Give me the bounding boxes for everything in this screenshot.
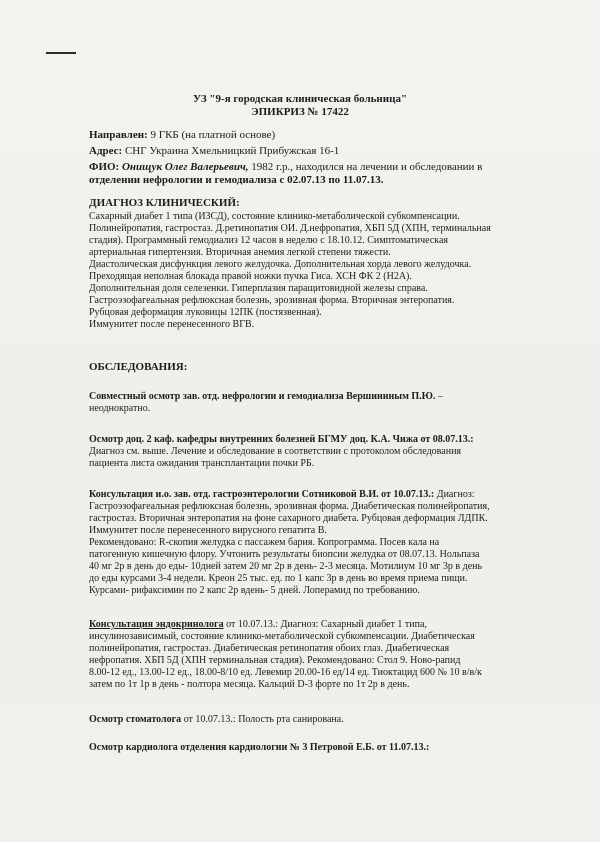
gastro-consult-title: Консультация и.о. зав. отд. гастроэнтерологии Сотниковой В.И. от 10.07.13.: (89, 489, 435, 500)
exams-heading-block (89, 361, 569, 373)
sent-value: 9 ГКБ (на платной основе) (150, 129, 276, 141)
institution-name: УЗ "9-я городская клиническая больница" (192, 93, 408, 105)
diagnosis-line: Полинейропатия, гастростаз. Д.ретинопатия ОИ. Д.нефропатия, ХБП 5Д (ХПН, терминальная (89, 223, 491, 234)
dentist-exam-title: Осмотр стоматолога (89, 714, 182, 725)
cardio-exam-title: Осмотр кардиолога отделения кардиологии № 3 Петровой Е.Б. от 11.07.13.: (89, 742, 430, 753)
diagnosis-heading: ДИАГНОЗ КЛИНИЧЕСКИЙ: (89, 197, 240, 209)
patient-name: Онищук Олег Валерьевич, (121, 161, 249, 173)
endo-consult-line: полинейропатия, гастростаз. Диабетическая ретинопатия обоих глаз. Диабетическая (89, 643, 450, 654)
diagnosis-line: Гастроэзофагеальная рефлюксная болезнь, эрозивная форма. Вторичная энтеропатия. (89, 295, 455, 306)
gastro-consult-line: Иммунитет после перенесенного вирусного гепатита В. (89, 525, 327, 536)
joint-exam-dash: – (437, 391, 443, 402)
endo-consult-line: нефропатия. ХБП 5Д (ХПН терминальная стадия). Рекомендовано: Стол 9. Ново-рапид (89, 655, 461, 666)
joint-exam (89, 391, 569, 415)
cardio-exam (89, 742, 569, 754)
diagnosis-line: Диастолическая дисфункция левого желудочка. Дополнительная хорда левого желудочка. (89, 259, 472, 270)
address-label: Адрес: (89, 145, 123, 157)
exams-heading: ОБСЛЕДОВАНИЯ: (89, 361, 188, 373)
document-title: ЭПИКРИЗ № 17422 (251, 106, 349, 118)
gastro-consult-line: до еды курсами 3-4 недели. Креон 25 тыс. ед. по 1 капс 3р в день во время приема пищи. (89, 573, 468, 584)
chizh-exam-title: Осмотр доц. 2 каф. кафедры внутренних болезней БГМУ доц. К.А. Чижа от 08.07.13.: (89, 434, 474, 445)
endo-consult-line: 8.00-12 ед., 13.00-12 ед., 18.00-8/10 ед. Левемир 20.00-16 ед/14 ед. Тиоктацид 600 № 10 в/в/к (89, 667, 482, 678)
sent-label: Направлен: (89, 129, 148, 141)
endo-consult (89, 619, 569, 691)
gastro-consult-title-tail: Диагноз: (436, 489, 475, 500)
gastro-consult-line: Гастроэзофагеальная рефлюксная болезнь, эрозивная форма. Диабетическая полинейропатия, (89, 501, 490, 512)
chizh-exam-line: Диагноз см. выше. Лечение и обследование в соответствии с протоколом обследования (89, 446, 462, 457)
document-header (0, 93, 600, 119)
gastro-consult-line: гастростаз. Вторичная энтеропатия на фоне сахарного диабета. Рубцовая деформация ЛДПК. (89, 513, 488, 524)
margin-dash-mark (46, 52, 76, 54)
chizh-exam-line: пациента листа ожидания трансплантации почки РБ. (89, 458, 315, 469)
endo-consult-title: Консультация эндокринолога (89, 619, 224, 630)
dentist-exam-text: от 10.07.13.: Полость рта санирована. (183, 714, 344, 725)
patient-info (89, 129, 569, 187)
gastro-consult-line: Рекомендовано: R-скопия желудка с пассажем бария. Копрограмма. Посев кала на (89, 537, 440, 548)
name-label: ФИО: (89, 161, 120, 173)
stay-text: 1982 г.р., находился на лечении и обследовании в (251, 161, 483, 173)
joint-exam-text: неоднократно. (89, 403, 151, 414)
address-value: СНГ Украина Хмельницкий Прибужская 16-1 (124, 145, 340, 157)
diagnosis-line: стадия). Программный гемодиализ 12 часов в неделю с 18.10.12. Симптоматическая (89, 235, 449, 246)
stay-text-2: отделении нефрологии и гемодиализа с 02.07.13 по 11.07.13. (89, 174, 384, 186)
diagnosis-line: Преходящая неполная блокада правой ножки пучка Гиса. ХСН ФК 2 (Н2А). (89, 271, 412, 282)
endo-consult-title-tail: от 10.07.13.: Диагноз: Сахарный диабет 1 типа, (226, 619, 427, 630)
diagnosis-line: Рубцовая деформация луковицы 12ПК (постязвенная). (89, 307, 322, 318)
gastro-consult-line: 40 мг 2р в день до еды- 10дней затем 20 мг 2р в день- 2-3 месяца. Мотилиум 10 мг 3р в день (89, 561, 483, 572)
diagnosis-line: Иммунитет после перенесенного ВГВ. (89, 319, 255, 330)
joint-exam-title: Совместный осмотр зав. отд. нефрологии и гемодиализа Вершининым П.Ю. (89, 391, 436, 402)
diagnosis-line: Сахарный диабет 1 типа (ИЗСД), состояние клинико-метаболической субкомпенсации. (89, 211, 460, 222)
endo-consult-line: затем по 1т 1р в день - полтора месяца. Кальций D-3 форте по 1т 2р в день. (89, 679, 410, 690)
gastro-consult-line: Курсами- рифаксимин по 2 капс 2р вдень- 5 дней. Лоперамид по требованию. (89, 585, 420, 596)
diagnosis-line: артериальная гипертензия. Вторичная анемия легкой степени тяжести. (89, 247, 391, 258)
endo-consult-line: инсулинозависимый, состояние клинико-метаболической субкомпенсации. Диабетическая (89, 631, 475, 642)
diagnosis-section (89, 197, 569, 331)
dentist-exam (89, 714, 569, 726)
chizh-exam (89, 434, 569, 470)
gastro-consult (89, 489, 569, 597)
diagnosis-line: Дополнительная доля селезенки. Гиперплазия паращитовидной железы справа. (89, 283, 428, 294)
gastro-consult-line: патогенную кишечную флору. Учтонить результаты биопсии желудка от 08.07.13. Нольпаза (89, 549, 480, 560)
